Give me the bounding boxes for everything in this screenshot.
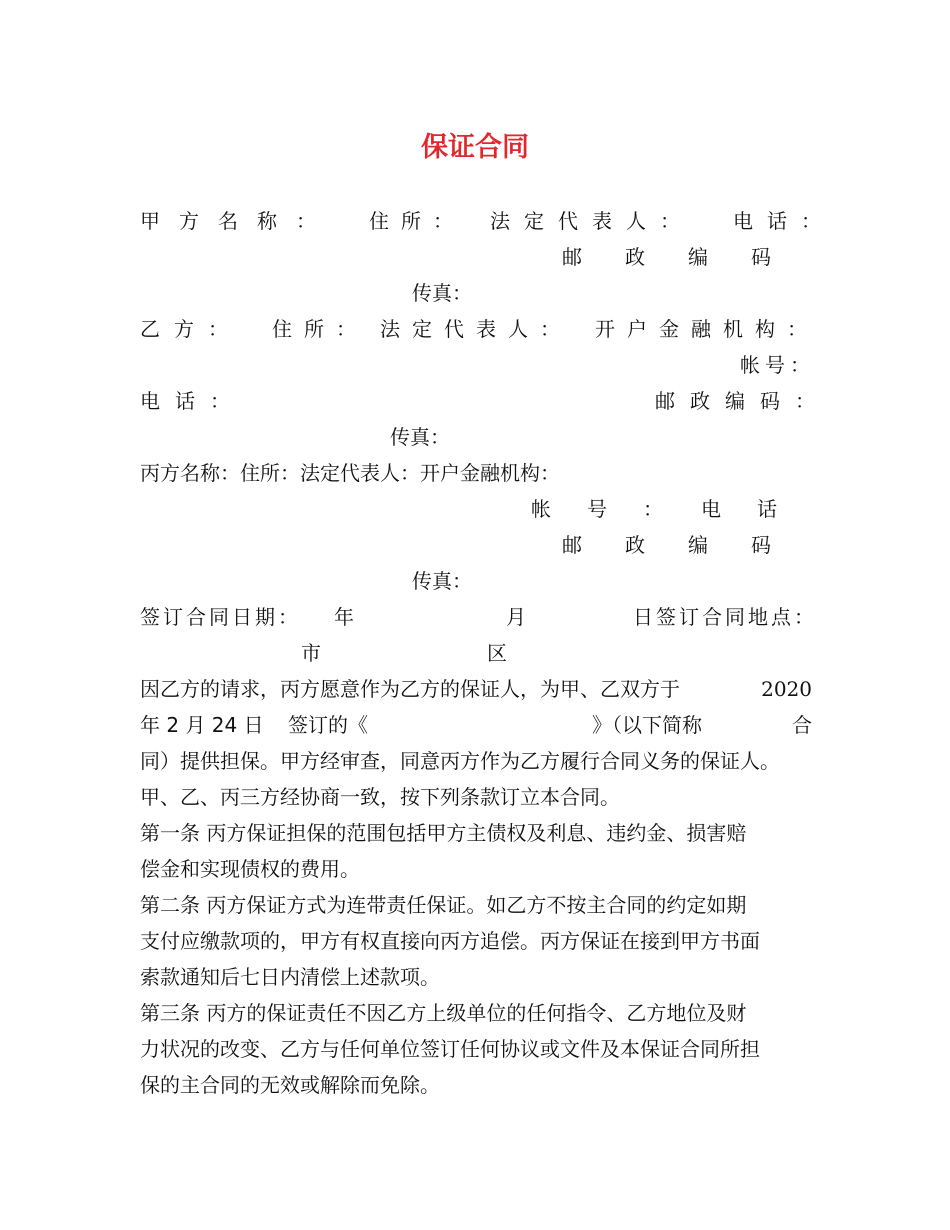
article-2-line-2: 支付应缴款项的，甲方有权直接向丙方追偿。丙方保证在接到甲方书面: [140, 929, 760, 953]
preamble-year: 2020: [761, 677, 812, 701]
signing-year: 年: [334, 605, 354, 629]
signing-day-place-label: 日签订合同地点：: [633, 605, 817, 629]
party-b-address-label: 住所：: [272, 317, 368, 341]
party-c-line-1: 丙方名称：住所：法定代表人：开户金融机构：: [140, 461, 560, 485]
article-1-line-2: 偿金和实现债权的费用。: [140, 857, 360, 881]
signing-district: 区: [487, 641, 507, 665]
party-a-postcode-label: 邮政编码: [562, 245, 814, 269]
party-a-rep-label: 法定代表人：: [490, 209, 694, 233]
article-3-line-2: 力状况的改变、乙方与任何单位签订任何协议或文件及本保证合同所担: [140, 1037, 760, 1061]
preamble-line-4: 甲、乙、丙三方经协商一致，按下列条款订立本合同。: [140, 785, 620, 809]
party-b-rep-label: 法定代表人：: [380, 317, 572, 341]
article-3-line-1: 第三条 丙方的保证责任不因乙方上级单位的任何指令、乙方地位及财: [140, 1001, 747, 1025]
party-b-account-label: 帐号：: [740, 353, 815, 377]
party-c-postcode-label: 邮政编码: [562, 533, 814, 557]
article-1-line-1: 第一条 丙方保证担保的范围包括甲方主债权及利息、违约金、损害赔: [140, 821, 747, 845]
party-c-line-2: [531, 491, 813, 527]
preamble-text-1: 因乙方的请求，丙方愿意作为乙方的保证人，为甲、乙双方于: [140, 677, 680, 701]
party-c-account-label: 帐号：: [531, 497, 699, 521]
signing-month: 月: [506, 605, 526, 629]
signing-date-label: 签订合同日期：: [140, 605, 301, 629]
article-2-line-3: 索款通知后七日内清偿上述款项。: [140, 965, 440, 989]
party-b-line-3: [140, 383, 830, 419]
party-b-postcode-label: 邮政编码：: [655, 389, 830, 413]
party-b-bank-label: 开户金融机构：: [595, 317, 819, 341]
article-3-line-3: 保的主合同的无效或解除而免除。: [140, 1073, 440, 1097]
party-c-phone-label: 电话: [701, 497, 813, 521]
document-title: 保证合同: [421, 132, 529, 163]
party-b-fax-label: 传真：: [390, 425, 450, 449]
party-c-fax-label: 传真：: [412, 569, 472, 593]
party-a-name-label: 甲方名称：: [140, 209, 335, 233]
party-b-line-1: [140, 311, 822, 347]
preamble-line-3: 同）提供担保。甲方经审查，同意丙方作为乙方履行合同义务的保证人。: [140, 749, 780, 773]
party-a-address-label: 住所：: [369, 209, 465, 233]
preamble-signed: 签订的《: [288, 713, 368, 737]
preamble-line-2: [140, 707, 822, 743]
party-a-phone-label: 电话：: [733, 209, 835, 233]
preamble-date: 年 2 月 24 日: [140, 713, 264, 737]
preamble-he: 合: [792, 713, 812, 737]
party-a-line-1: [140, 203, 835, 239]
preamble-line-1: [140, 671, 822, 707]
party-b-phone-label: 电话：: [140, 389, 245, 413]
signing-line: [140, 599, 822, 635]
party-b-name-label: 乙方：: [140, 317, 242, 341]
party-a-fax-label: 传真：: [412, 281, 472, 305]
signing-place-line: [140, 635, 822, 671]
preamble-abbrev: 》（以下简称: [592, 713, 702, 737]
signing-city: 市: [301, 641, 321, 665]
article-2-line-1: 第二条 丙方保证方式为连带责任保证。如乙方不按主合同的约定如期: [140, 893, 747, 917]
